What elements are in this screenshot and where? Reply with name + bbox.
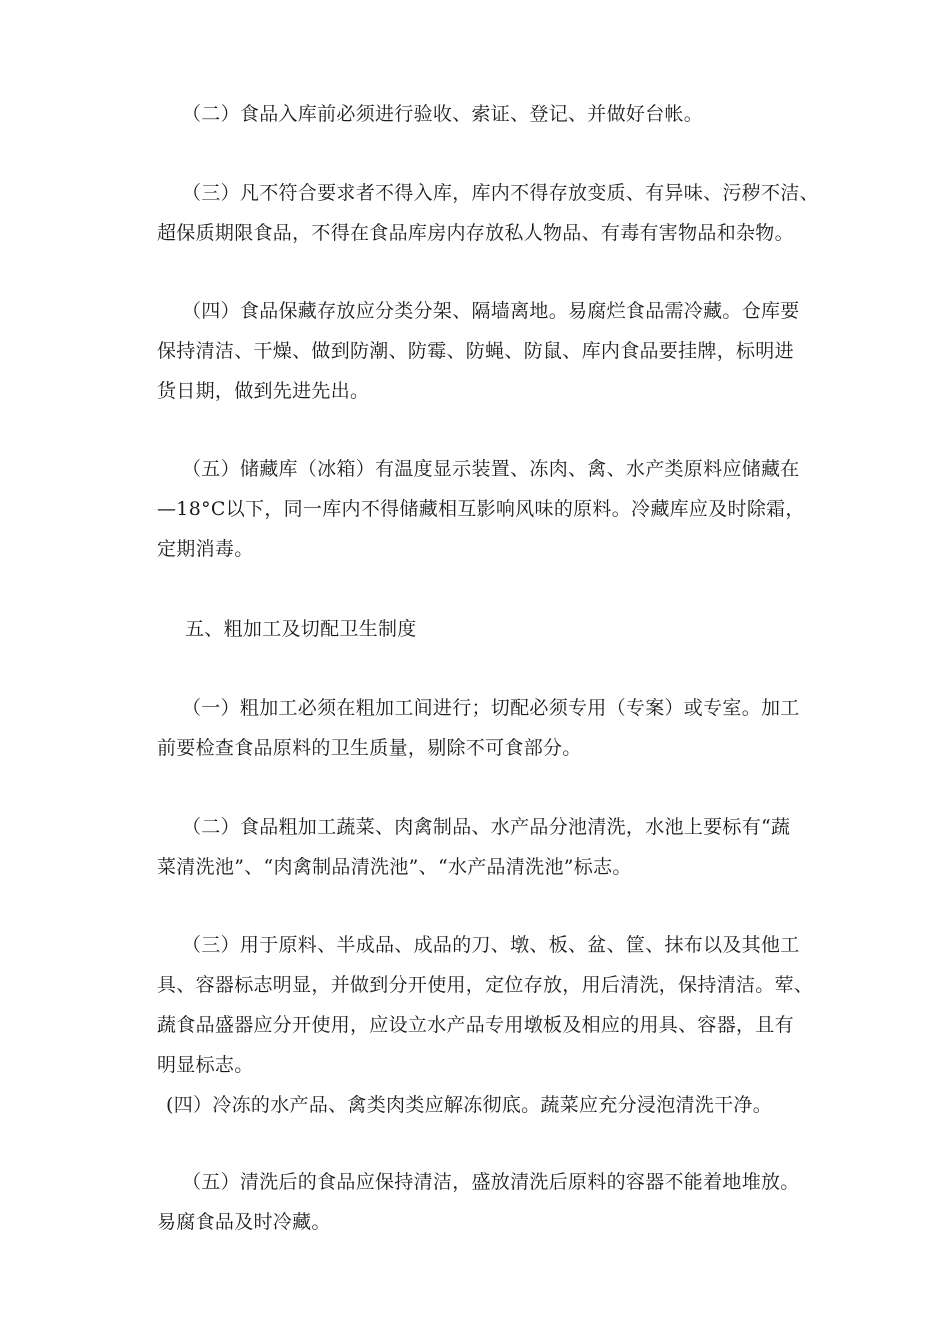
paragraph-line: 保持清洁、干燥、做到防潮、防霉、防蝇、防鼠、库内食品要挂牌，标明进	[157, 340, 794, 362]
paragraph-line: —18°C以下，同一库内不得储藏相互影响风味的原料。冷藏库应及时除霜，	[157, 498, 805, 520]
paragraph-line: (四）冷冻的水产品、禽类肉类应解冻彻底。蔬菜应充分浸泡清洗干净。	[166, 1094, 773, 1116]
paragraph-line: （五）储藏库（冰箱）有温度显示装置、冻肉、禽、水产类原料应储藏在	[182, 458, 800, 480]
paragraph-line: 超保质期限食品，不得在食品库房内存放私人物品、有毒有害物品和杂物。	[157, 222, 794, 244]
paragraph-line: （五）清洗后的食品应保持清洁，盛放清洗后原料的容器不能着地堆放。	[182, 1171, 800, 1193]
paragraph-line: （三）凡不符合要求者不得入库，库内不得存放变质、有异味、污秽不洁、	[182, 182, 819, 204]
paragraph-line: （二）食品粗加工蔬菜、肉禽制品、水产品分池清洗，水池上要标有“蔬	[182, 816, 791, 838]
paragraph-line: （四）食品保藏存放应分类分架、隔墙离地。易腐烂食品需冷藏。仓库要	[182, 300, 800, 322]
paragraph-line: 菜清洗池”、“肉禽制品清洗池”、“水产品清洗池”标志。	[157, 856, 632, 878]
paragraph-line: 定期消毒。	[157, 538, 254, 560]
paragraph-line: 前要检查食品原料的卫生质量，剔除不可食部分。	[157, 737, 582, 759]
paragraph-line: 货日期，做到先进先出。	[157, 380, 370, 402]
paragraph-line: 明显标志。	[157, 1054, 254, 1076]
paragraph-line: 蔬食品盛器应分开使用，应设立水产品专用墩板及相应的用具、容器，且有	[157, 1014, 794, 1036]
paragraph-line: （三）用于原料、半成品、成品的刀、墩、板、盆、筐、抹布以及其他工	[182, 934, 800, 956]
paragraph-line: 易腐食品及时冷藏。	[157, 1211, 331, 1233]
paragraph-line: （一）粗加工必须在粗加工间进行；切配必须专用（专案）或专室。加工	[182, 697, 800, 719]
paragraph-line: （二）食品入库前必须进行验收、索证、登记、并做好台帐。	[182, 103, 704, 125]
section-heading: 五、粗加工及切配卫生制度	[185, 618, 417, 640]
paragraph-line: 具、容器标志明显，并做到分开使用，定位存放，用后清洗，保持清洁。荤、	[157, 974, 814, 996]
